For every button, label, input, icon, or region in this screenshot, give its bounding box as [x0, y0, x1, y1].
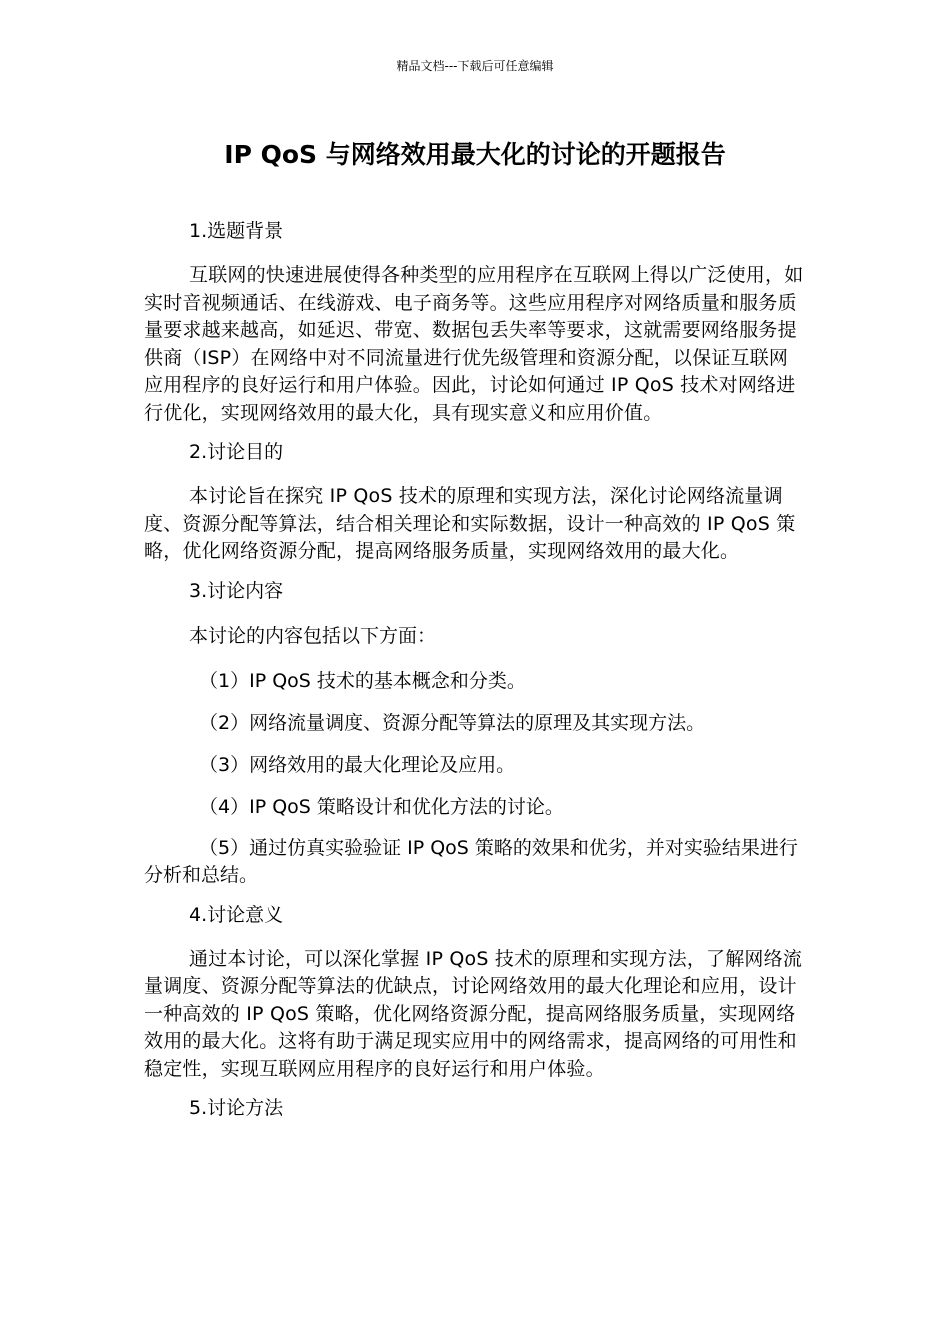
list-item: （4）IP QoS 策略设计和优化方法的讨论。 — [199, 795, 564, 818]
section-content-intro: 本讨论的内容包括以下方面： — [189, 624, 437, 647]
list-item: （1）IP QoS 技术的基本概念和分类。 — [199, 669, 526, 692]
section-body-significance: 通过本讨论，可以深化掌握 IP QoS 技术的原理和实现方法，了解网络流量调度、资源分配等算法的优缺点，讨论网络效用的最大化理论和应用，设计一种高效的 IP QoS 策略，优化网络资源分配，提高网络服务质量，实现网络效用的最大化。这将有助于满足现实应用中的网络需求，提高网络的可用性和稳定性，实现互联网应用程序的良好运行和用户体验。 — [144, 947, 803, 1080]
document-body — [144, 217, 806, 1139]
list-item: （3）网络效用的最大化理论及应用。 — [199, 753, 516, 776]
section-body-purpose: 本讨论旨在探究 IP QoS 技术的原理和实现方法，深化讨论网络流量调度、资源分配等算法，结合相关理论和实际数据，设计一种高效的 IP QoS 策略，优化网络资源分配，提高网络服务质量，实现网络效用的最大化。 — [144, 485, 796, 562]
section-heading-content: 3.讨论内容 — [189, 579, 284, 602]
document-title: IP QoS 与网络效用最大化的讨论的开题报告 — [224, 140, 726, 169]
section-heading-method: 5.讨论方法 — [189, 1097, 284, 1119]
header-note: 精品文档---下载后可任意编辑 — [396, 59, 554, 73]
list-item: （5）通过仿真实验验证 IP QoS 策略的效果和优劣，并对实验结果进行分析和总结。 — [144, 836, 798, 886]
section-heading-significance: 4.讨论意义 — [189, 903, 284, 926]
section-heading-background: 1.选题背景 — [189, 220, 284, 242]
section-body-background: 互联网的快速进展使得各种类型的应用程序在互联网上得以广泛使用，如实时音视频通话、在线游戏、电子商务等。这些应用程序对网络质量和服务质量要求越来越高，如延迟、带宽、数据包丢失率等要求，这就需要网络服务提供商（ISP）在网络中对不同流量进行优先级管理和资源分配，以保证互联网应用程序的良好运行和用户体验。因此，讨论如何通过 IP QoS 技术对网络进行优化，实现网络效用的最大化，具有现实意义和应用价值。 — [144, 264, 804, 424]
list-item: （2）网络流量调度、资源分配等算法的原理及其实现方法。 — [199, 711, 706, 734]
section-heading-purpose: 2.讨论目的 — [189, 441, 284, 463]
